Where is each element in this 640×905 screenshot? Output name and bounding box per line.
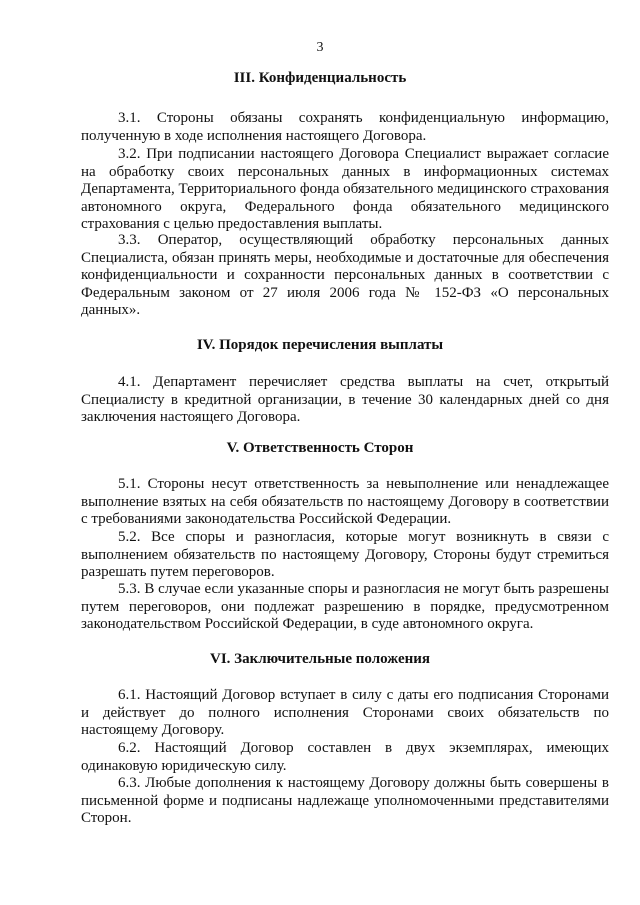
section-heading-confidentiality: III. Конфиденциальность	[233, 70, 407, 86]
section-heading-payment-order: IV. Порядок перечисления выплаты	[196, 337, 444, 353]
clause-5-2: 5.2. Все споры и разногласия, которые могут возникнуть в связи с выполнением обязательств по настоящему Договору, Стороны будут стремиться разрешать путем переговоров.	[81, 529, 609, 580]
clause-6-2: 6.2. Настоящий Договор составлен в двух экземплярах, имеющих одинаковую юридическую силу.	[81, 740, 609, 774]
clause-4-1: 4.1. Департамент перечисляет средства выплаты на счет, открытый Специалисту в кредитной организации, в течение 30 календарных дней со дня заключения настоящего Договора.	[81, 374, 609, 425]
section-heading-final-provisions: VI. Заключительные положения	[210, 651, 430, 667]
clause-3-3: 3.3. Оператор, осуществляющий обработку персональных данных Специалиста, обязан принять меры, необходимые и достаточные для обеспечения конфиденциальности и сохранности персональных данных в соответствии с Федеральным законом от 27 июля 2006 года № 152-ФЗ «О персональных данных».	[81, 232, 609, 318]
section-heading-liability: V. Ответственность Сторон	[226, 440, 414, 456]
clause-6-3: 6.3. Любые дополнения к настоящему Договору должны быть совершены в письменной форме и подписаны надлежаще уполномоченными представителями Сторон.	[81, 775, 609, 826]
clause-5-3: 5.3. В случае если указанные споры и разногласия не могут быть разрешены путем переговоров, они подлежат разрешению в порядке, предусмотренном законодательством Российской Федерации, в суде автономного округа.	[81, 581, 609, 632]
clause-5-1: 5.1. Стороны несут ответственность за невыполнение или ненадлежащее выполнение взятых на себя обязательств по настоящему Договору в соответствии с требованиями законодательства Российской Федерации.	[81, 476, 609, 527]
page-number: 3	[316, 40, 324, 55]
clause-3-1: 3.1. Стороны обязаны сохранять конфиденциальную информацию, полученную в ходе исполнения настоящего Договора.	[81, 110, 609, 144]
clause-3-2: 3.2. При подписании настоящего Договора Специалист выражает согласие на обработку своих персональных данных в информационных системах Департамента, Территориального фонда обязательного медицинского страхования автономного округа, Федерального фонда обязательного медицинского страхования с целью предоставления выплаты.	[81, 146, 609, 232]
clause-6-1: 6.1. Настоящий Договор вступает в силу с даты его подписания Сторонами и действует до полного исполнения Сторонами своих обязательств по настоящему Договору.	[81, 687, 609, 738]
